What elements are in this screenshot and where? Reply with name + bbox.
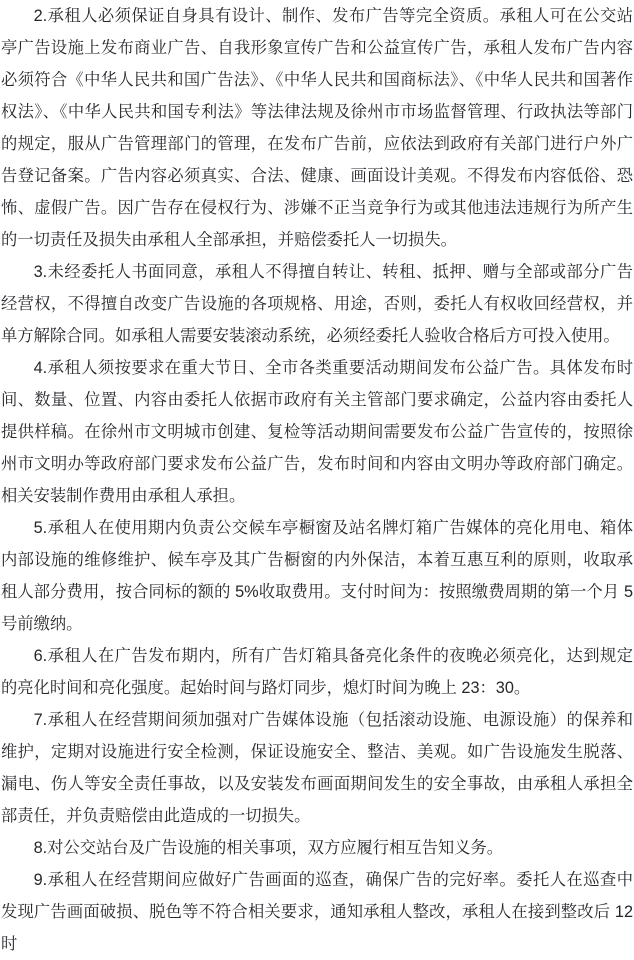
contract-clause-8: 8.对公交站台及广告设施的相关事项，双方应履行相互告知义务。 — [33, 839, 504, 857]
contract-clause-2: 2.承租人必须保证自身具有设计、制作、发布广告等完全资质。承租人可在公交站亭广告设施上发布商业广告、自我形象宣传广告和公益宣传广告，承租人发布广告内容必须符合《中华人民共和国广告法》、《中华人民共和国商标法》、《中华人民共和国著作权法》、《中华人民共和国专利法》等法律法规及徐州市市场监督管理、行政执法等部门的规定，服从广告管理部门的管理，在发布广告前，应依法到政府有关部门进行户外广告登记备案。广告内容必须真实、合法、健康、画面设计美观。不得发布内容低俗、恐怖、虚假广告。因广告存在侵权行为、涉嫌不正当竞争行为或其他违法违规行为所产生的一切责任及损失由承租人全部承担，并赔偿委托人一切损失。 — [1, 7, 633, 249]
contract-clause-3: 3.未经委托人书面同意，承租人不得擅自转让、转租、抵押、赠与全部或部分广告经营权，不得擅自改变广告设施的各项规格、用途，否则，委托人有权收回经营权，并单方解除合同。如承租人需要安装滚动系统，必须经委托人验收合格后方可投入使用。 — [1, 263, 633, 345]
contract-clause-5: 5.承租人在使用期内负责公交候车亭橱窗及站名牌灯箱广告媒体的亮化用电、箱体内部设施的维修维护、候车亭及其广告橱窗的内外保洁，本着互惠互利的原则，收取承租人部分费用，按合同标的额的 5%收取费用。支付时间为：按照缴费周期的第一个月 5 号前缴纳。 — [1, 519, 633, 633]
contract-clause-9: 9.承租人在经营期间应做好广告画面的巡查，确保广告的完好率。委托人在巡查中发现广告画面破损、脱色等不符合相关要求，通知承租人整改，承租人在接到整改后 12 时 — [1, 871, 633, 953]
contract-clause-7: 7.承租人在经营期间须加强对广告媒体设施（包括滚动设施、电源设施）的保养和维护，定期对设施进行安全检测，保证设施安全、整洁、美观。如广告设施发生脱落、漏电、伤人等安全责任事故，以及安装发布画面期间发生的安全事故，由承租人承担全部责任，并负责赔偿由此造成的一切损失。 — [1, 711, 633, 825]
contract-clause-6: 6.承租人在广告发布期内，所有广告灯箱具备亮化条件的夜晚必须亮化，达到规定的亮化时间和亮化强度。起始时间与路灯同步，熄灯时间为晚上 23：30。 — [1, 647, 633, 697]
contract-clause-4: 4.承租人须按要求在重大节日、全市各类重要活动期间发布公益广告。具体发布时间、数量、位置、内容由委托人依据市政府有关主管部门要求确定，公益内容由委托人提供样稿。在徐州市文明城市创建、复检等活动期间需要发布公益广告宣传的，按照徐州市文明办等政府部门要求发布公益广告，发布时间和内容由文明办等政府部门确定。相关安装制作费用由承租人承担。 — [1, 359, 633, 505]
